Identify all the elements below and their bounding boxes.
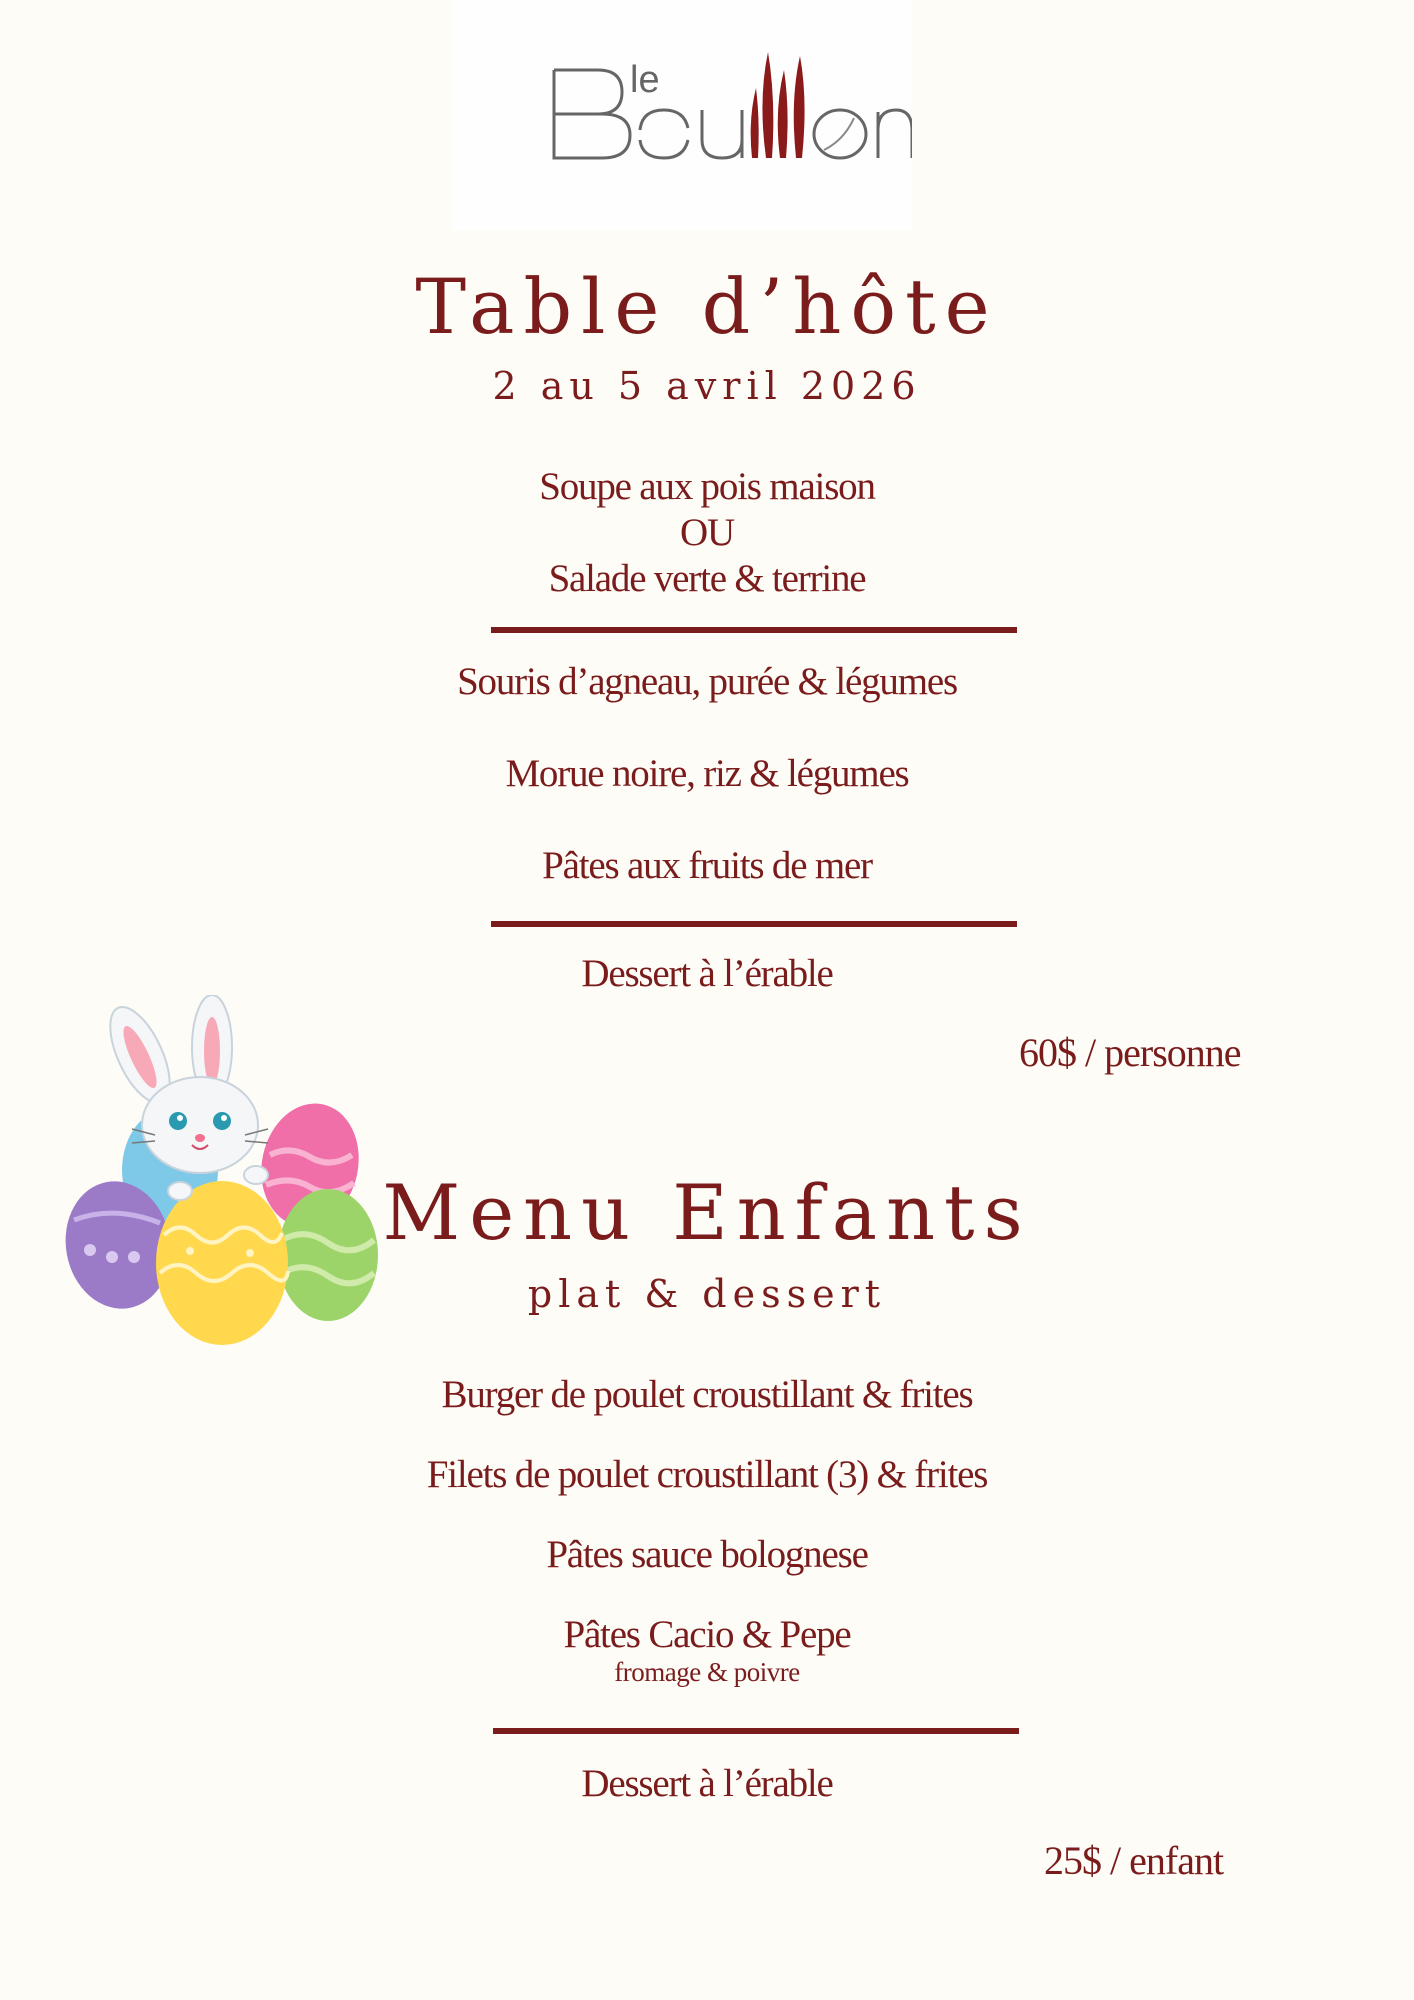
table-hote-title: Table d’hôte xyxy=(415,262,999,351)
kids-menu-item: Pâtes Cacio & Pepe xyxy=(563,1613,851,1656)
main-course-item: Souris d’agneau, purée & légumes xyxy=(457,660,957,703)
svg-text:le: le xyxy=(630,59,660,101)
section-divider xyxy=(491,921,1017,927)
kids-menu-dessert: Dessert à l’érable xyxy=(581,1762,833,1805)
entree-item: Salade verte & terrine xyxy=(548,557,866,600)
kids-menu-item: Pâtes sauce bolognese xyxy=(546,1533,868,1576)
kids-menu-item: Burger de poulet croustillant & frites xyxy=(441,1373,973,1416)
entree-item: Soupe aux pois maison xyxy=(539,465,875,508)
entree-or: OU xyxy=(680,511,734,554)
kids-menu-item: Filets de poulet croustillant (3) & frites xyxy=(426,1453,988,1496)
restaurant-logo xyxy=(452,0,912,230)
section-divider xyxy=(493,1728,1019,1734)
kids-menu-price: 25$ / enfant xyxy=(1044,1838,1224,1883)
table-hote-price: 60$ / personne xyxy=(1019,1030,1241,1075)
table-hote-dates: 2 au 5 avril 2026 xyxy=(492,364,922,408)
kids-menu-title: Menu Enfants xyxy=(382,1168,1032,1257)
main-course-item: Morue noire, riz & légumes xyxy=(505,752,909,795)
table-hote-dessert: Dessert à l’érable xyxy=(581,952,833,995)
kids-menu-subtitle: plat & dessert xyxy=(527,1272,887,1316)
main-course-item: Pâtes aux fruits de mer xyxy=(542,844,872,887)
section-divider xyxy=(491,627,1017,633)
kids-menu-item-note: fromage & poivre xyxy=(614,1657,800,1687)
